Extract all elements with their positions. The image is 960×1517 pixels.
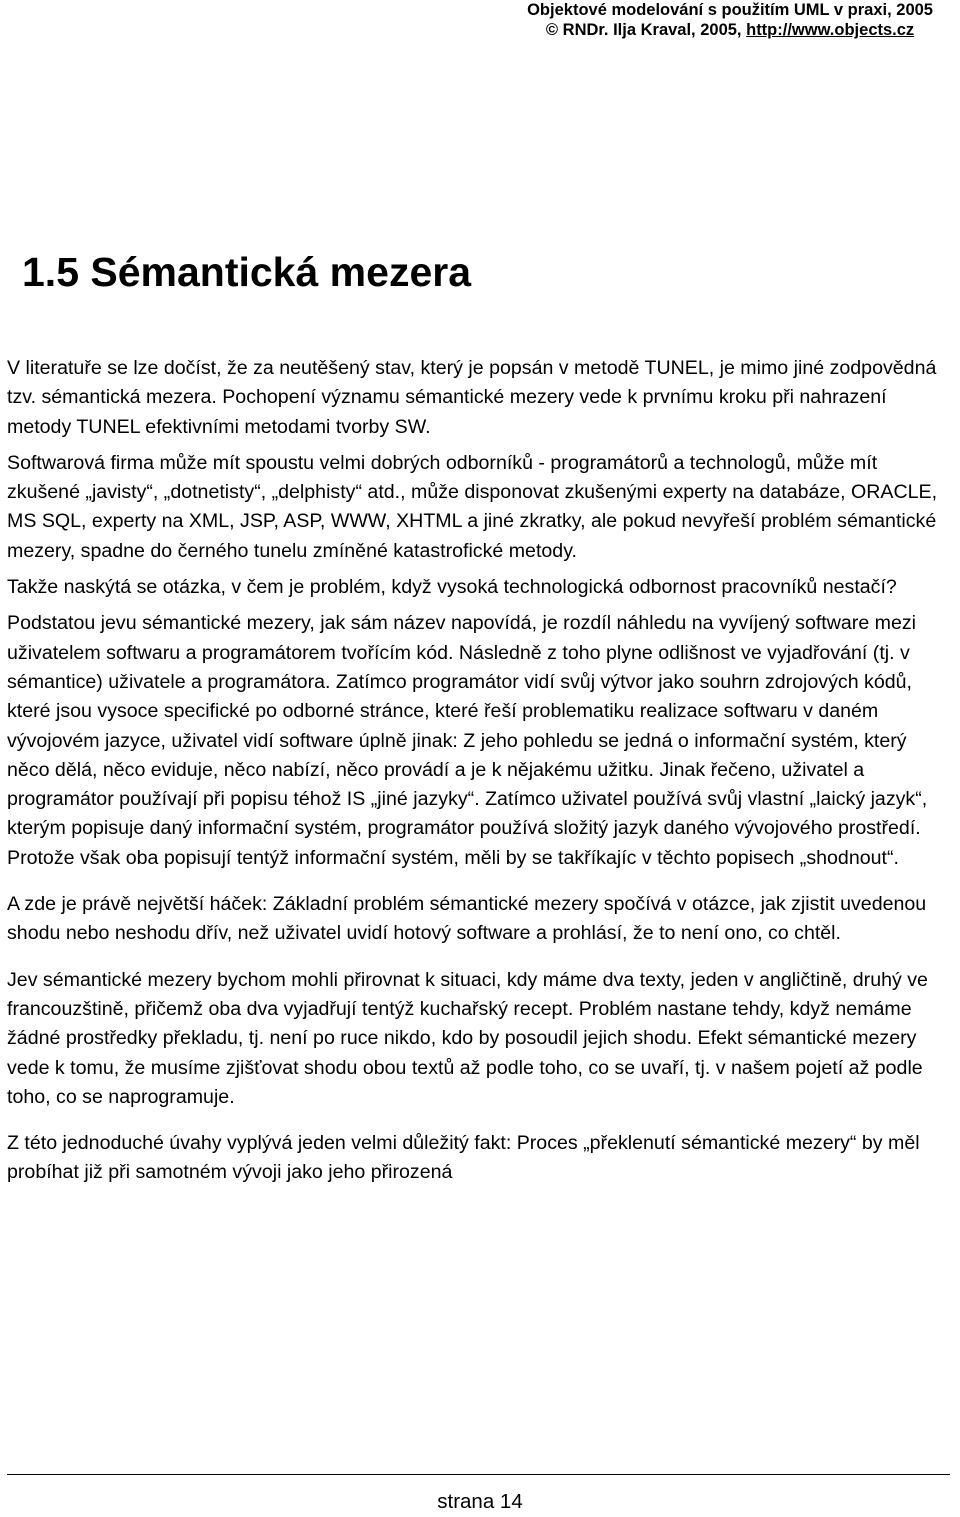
paragraph-2: Softwarová firma může mít spoustu velmi dobrých odborníků - programátorů a technologů, může mít zkušené „javisty“, „dotnetisty“, „delphisty“ atd., může disponovat zkušenými experty na databáze, ORACLE, MS SQL, experty na XML, JSP, ASP, WWW, XHTML a jiné zkratky, ale pokud nevyřeší problém sémantické mezery, spadne do černého tunelu zmíněné katastrofické metody.: [7, 451, 938, 562]
chapter-body: [7, 354, 953, 1188]
page-number: strana 14: [437, 1490, 523, 1513]
paragraph-3: Takže naskýtá se otázka, v čem je problém, když vysoká technologická odbornost pracovníků nestačí?: [7, 576, 897, 599]
paragraph-1: V literatuře se lze dočíst, že za neutěšený stav, který je popsán v metodě TUNEL, je mimo jiné zodpovědná tzv. sémantická mezera. Pochopení významu sémantické mezery vede k prvnímu kroku při nahrazení metody TUNEL efektivními metodami tvorby SW.: [7, 357, 937, 438]
footer-divider: [7, 1474, 950, 1475]
header-copyright: [527, 20, 933, 40]
header-copyright-text: © RNDr. Ilja Kraval, 2005,: [545, 21, 747, 39]
chapter-title: 1.5 Sémantická mezera: [22, 249, 471, 295]
paragraph-6: Jev sémantické mezery bychom mohli přirovnat k situaci, kdy máme dva texty, jeden v angličtině, druhý ve francouzštině, přičemž oba dva vyjadřují tentýž kuchařský recept. Problém nastane tehdy, když nemáme žádné prostředky překladu, tj. není po ruce nikdo, kdo by posoudil jejich shodu. Efekt sémantické mezery vede k tomu, že musíme zjišťovat shodu obou textů až podle toho, co se uvaří, tj. v našem pojetí až podle toho, co se naprogramuje.: [7, 968, 928, 1108]
header-title: Objektové modelování s použitím UML v praxi, 2005: [527, 1, 933, 19]
running-header: [527, 0, 933, 40]
header-url-link[interactable]: http://www.objects.cz: [746, 21, 915, 39]
paragraph-7: Z této jednoduché úvahy vyplývá jeden velmi důležitý fakt: Proces „překlenutí sémantické mezery“ by měl probíhat již při samotném vývoji jako jeho přirozená: [7, 1132, 920, 1184]
paragraph-4: Podstatou jevu sémantické mezery, jak sám název napovídá, je rozdíl náhledu na vyvíjený software mezi uživatelem softwaru a programátorem tvořícím kód. Následně z toho plyne odlišnost ve vyjadřování (tj. v sémantice) uživatele a programátora. Zatímco programátor vidí svůj výtvor jako souhrn zdrojových kódů, které jsou vysoce specifické po odborné stránce, které řeší problematiku realizace softwaru v daném vývojovém jazyce, uživatel vidí software úplně jinak: Z jeho pohledu se jedná o informační systém, který něco dělá, něco eviduje, něco nabízí, něco provádí a je k nějakému užitku. Jinak řečeno, uživatel a programátor používají při popisu téhož IS „jiné jazyky“. Zatímco uživatel používá svůj vlastní „laický jazyk“, kterým popisuje daný informační systém, programátor používá složitý jazyk daného vývojového prostředí. Protože však oba popisují tentýž informační systém, měli by se takříkajíc v těchto popisech „shodnout“.: [7, 612, 928, 869]
paragraph-5: A zde je právě největší háček: Základní problém sémantické mezery spočívá v otázce, jak zjistit uvedenou shodu nebo neshodu dřív, než uživatel uvidí hotový software a prohlásí, že to není ono, co chtěl.: [7, 893, 927, 945]
